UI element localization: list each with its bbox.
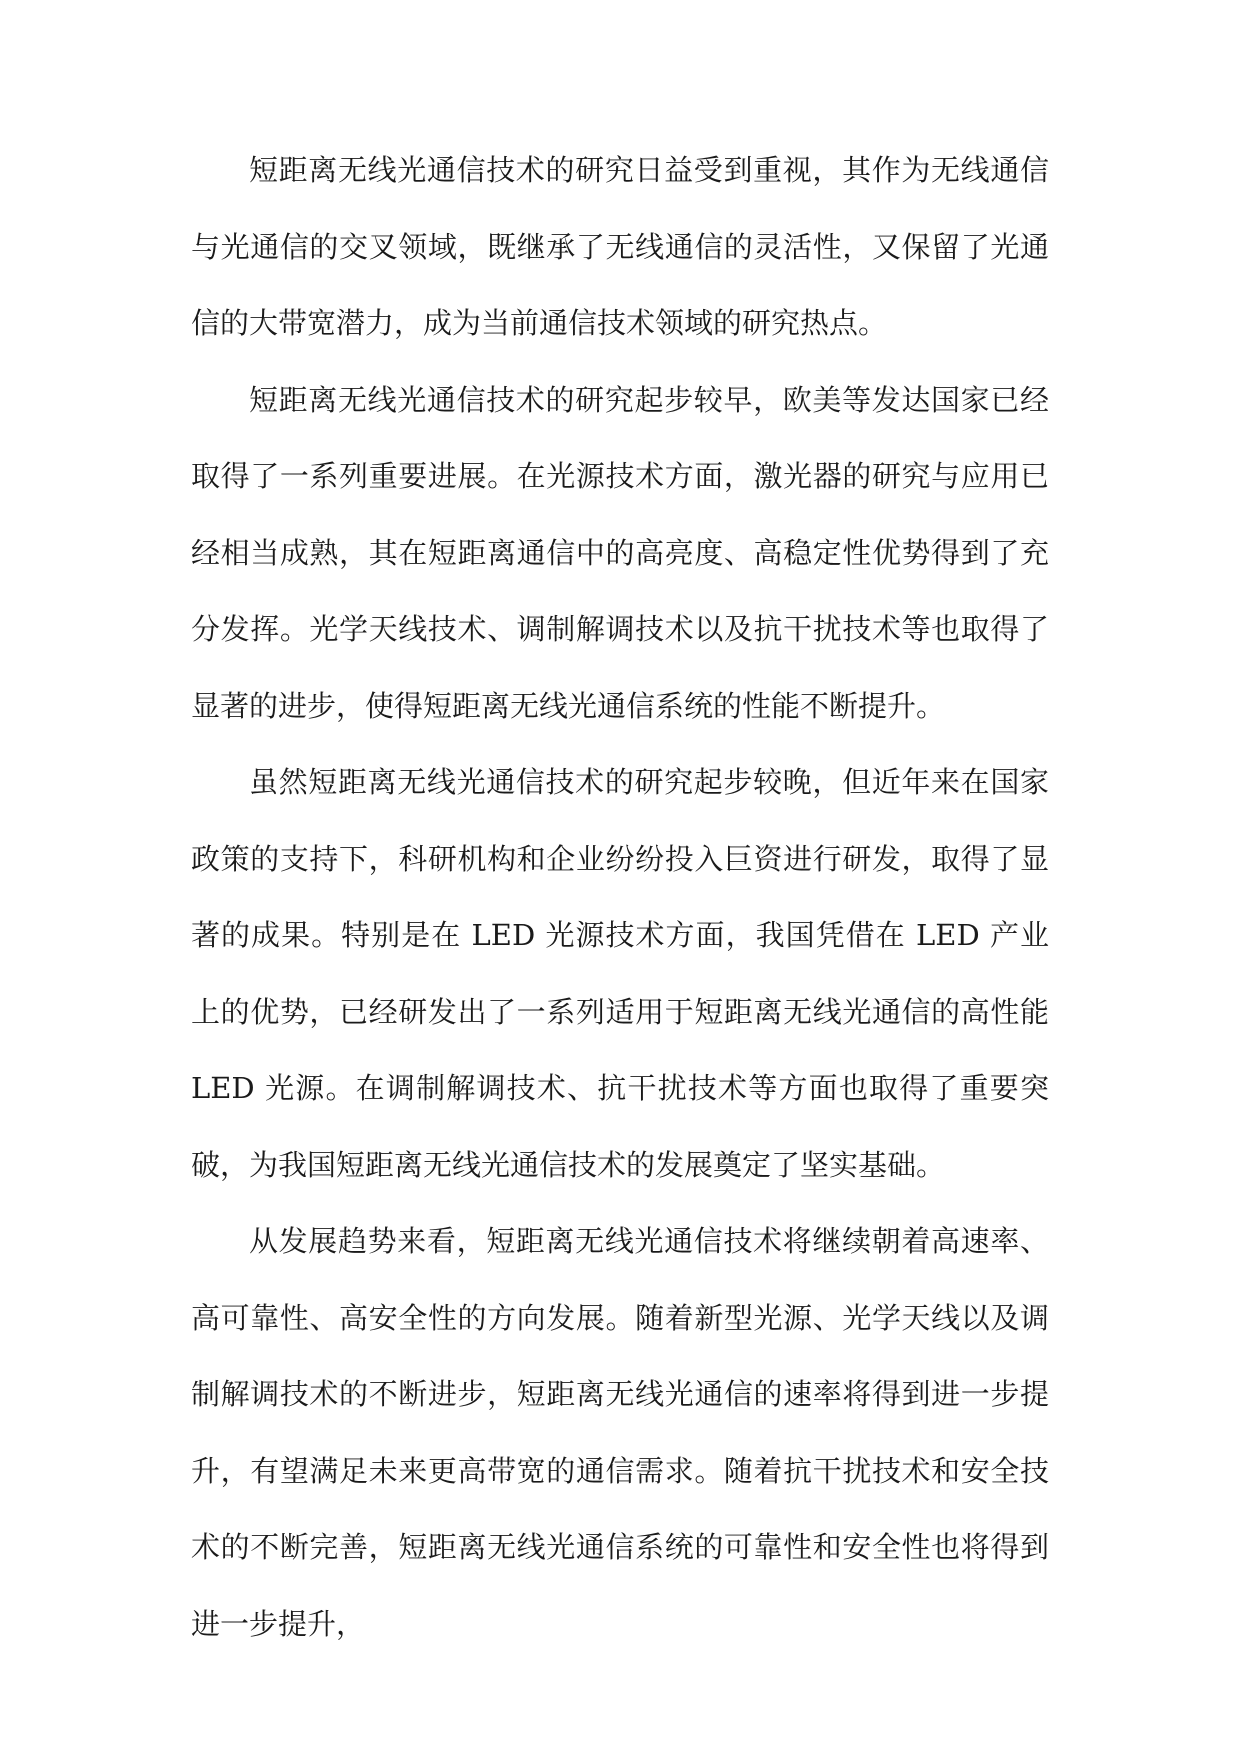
paragraph-research-importance: 短距离无线光通信技术的研究日益受到重视，其作为无线通信与光通信的交叉领域，既继承了无线通信的灵活性，又保留了光通信的大带宽潜力，成为当前通信技术领域的研究热点。 (191, 153, 1049, 340)
paragraph-development-trend: 从发展趋势来看，短距离无线光通信技术将继续朝着高速率、高可靠性、高安全性的方向发展。随着新型光源、光学天线以及调制解调技术的不断进步，短距离无线光通信的速率将得到进一步提升，有望满足未来更高带宽的通信需求。随着抗干扰技术和安全技术的不断完善，短距离无线光通信系统的可靠性和安全性也将得到进一步提升， (191, 1224, 1049, 1641)
paragraph-domestic-progress: 虽然短距离无线光通信技术的研究起步较晚，但近年来在国家政策的支持下，科研机构和企业纷纷投入巨资进行研发，取得了显著的成果。特别是在 LED 光源技术方面，我国凭借在 LED 产业上的优势，已经研发出了一系列适用于短距离无线光通信的高性能 LED 光源。在调制解调技术、抗干扰技术等方面也取得了重要突破，为我国短距离无线光通信技术的发展奠定了坚实基础。 (191, 765, 1049, 1182)
document-body (191, 132, 1049, 1662)
paragraph-foreign-progress: 短距离无线光通信技术的研究起步较早，欧美等发达国家已经取得了一系列重要进展。在光源技术方面，激光器的研究与应用已经相当成熟，其在短距离通信中的高亮度、高稳定性优势得到了充分发挥。光学天线技术、调制解调技术以及抗干扰技术等也取得了显著的进步，使得短距离无线光通信系统的性能不断提升。 (191, 382, 1049, 723)
